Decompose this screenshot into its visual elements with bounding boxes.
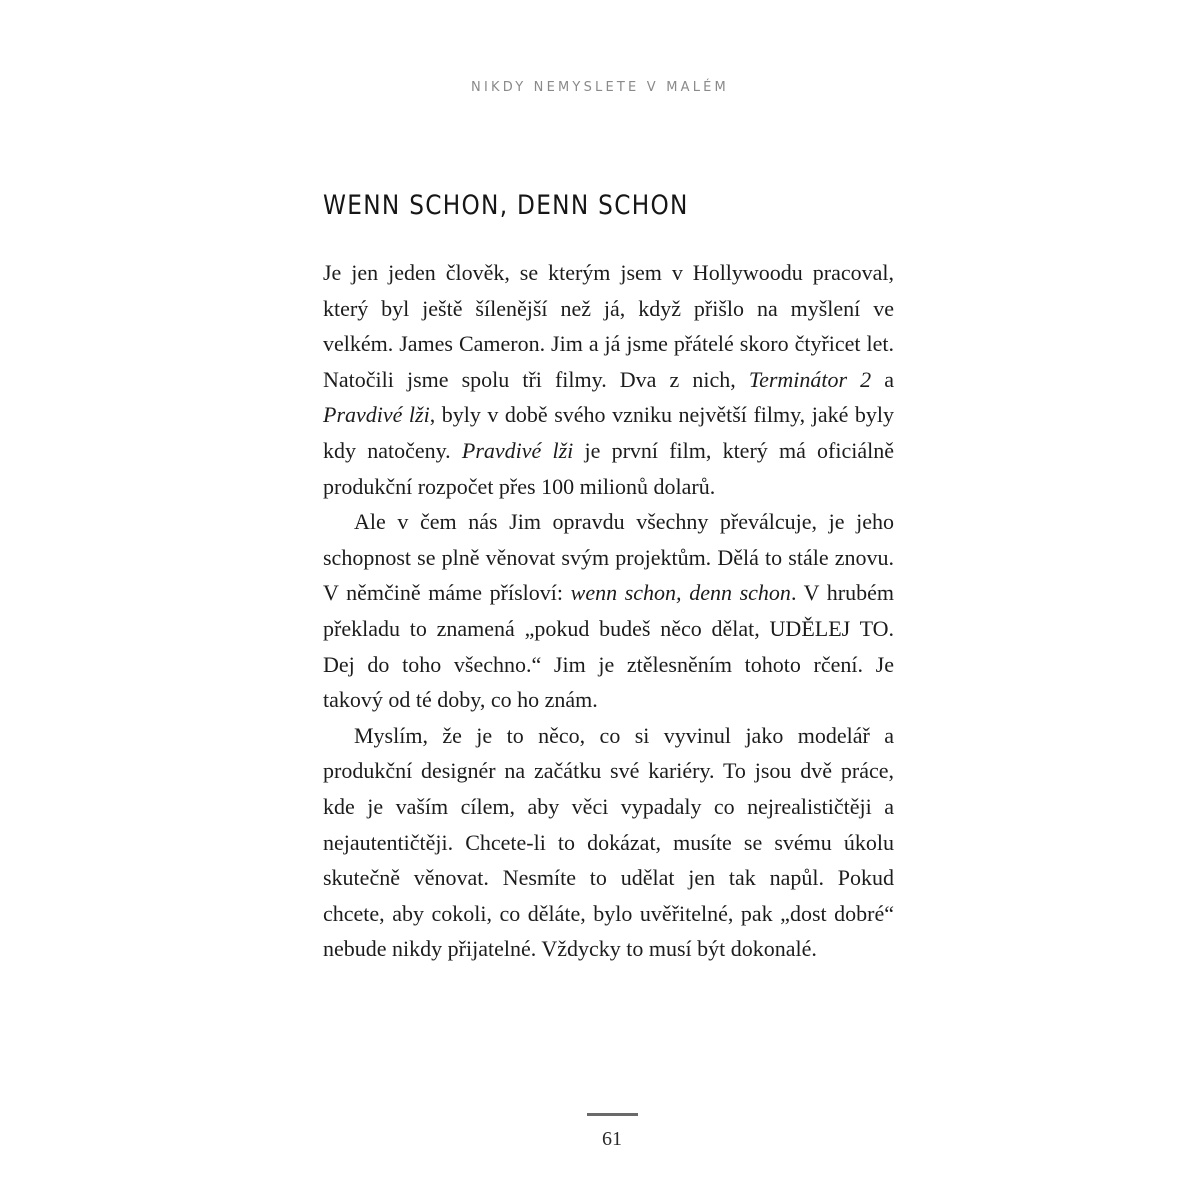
body-text [323,255,894,967]
paragraph-text: Ale v čem nás Jim opravdu všechny převálcuje, je jeho schopnost se plně věnovat svým projektům. Dělá to stále znovu. V němčině máme přísloví: [323,509,894,606]
paragraph-1 [323,255,894,504]
paragraph-text: a [871,366,895,392]
film-title-italic: Pravdivé lži [461,437,574,463]
paragraph-text: Je jen jeden člověk, se kterým jsem v Hollywoodu pracoval, který byl ještě šílenější než já, když přišlo na myšlení ve velkém. James Cameron. Jim a já jsme přátelé skoro čtyřicet let. Natočili jsme spolu tři filmy. Dva z nich, [323,260,894,392]
paragraph-text: je první film, který má oficiálně produkční rozpočet přes 100 milionů dolarů. [323,437,895,499]
footer-rule [587,1113,638,1116]
page-number: 61 [602,1128,622,1150]
film-title-italic: Pravdivé lži [323,402,430,428]
chapter-title: WENN SCHON, DENN SCHON [323,190,689,221]
paragraph-text: , byly v době svého vzniku největší filmy, jaké byly kdy natočeny. [323,402,894,463]
paragraph-2 [323,504,894,718]
running-head: NIKDY NEMYSLETE V MALÉM [471,80,729,95]
paragraph-text: . V hrubém překladu to znamená „pokud budeš něco dělat, UDĚLEJ TO. Dej do toho všechno.“ Jim je ztělesněním tohoto rčení. Je takový od té doby, co ho znám. [323,580,895,713]
proverb-italic: wenn schon, denn schon [570,580,791,606]
film-title-italic: Terminátor 2 [748,366,872,392]
paragraph-text: Myslím, že je to něco, co si vyvinul jako modelář a produkční designér na začátku své kariéry. To jsou dvě práce, kde je vaším cílem, aby věci vypadaly co nejrealističtěji a nejautentičtěji. Chcete-li to dokázat, musíte se svému úkolu skutečně věnovat. Nesmíte to udělat jen tak napůl. Pokud chcete, aby cokoli, co děláte, bylo uvěřitelné, pak „dost dobré“ nebude nikdy přijatelné. Vždycky to musí být dokonalé. [323,722,894,962]
paragraph-3 [323,718,894,967]
